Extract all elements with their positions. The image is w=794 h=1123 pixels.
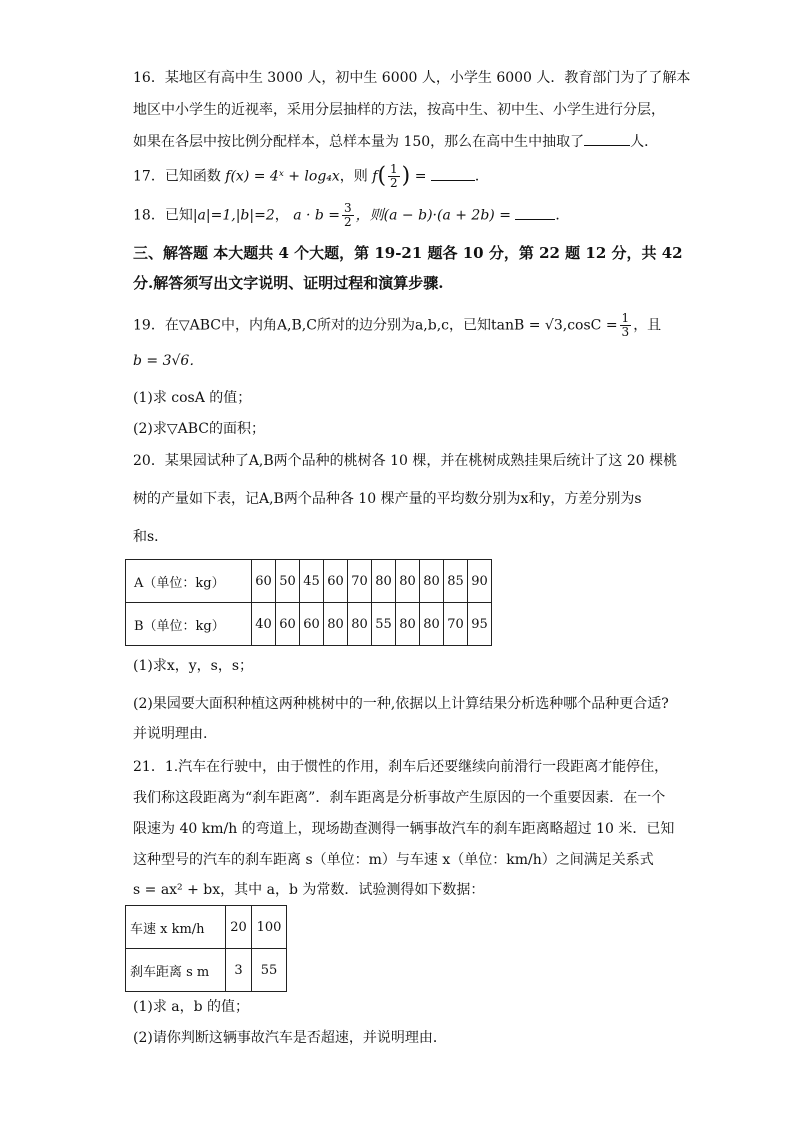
q17-fraction xyxy=(388,163,400,190)
table-cell: 80 xyxy=(396,603,420,646)
row-header-a: A（单位：kg） xyxy=(126,560,252,603)
q18-prefix: 18．已知 xyxy=(133,207,193,224)
q20-line1: 20．某果园试种了A,B两个品种的桃树各 10 棵，并在桃树成熟挂果后统计了这 20 棵桃 xyxy=(133,453,678,469)
table-cell: 60 xyxy=(276,603,300,646)
table-cell: 40 xyxy=(252,603,276,646)
q16-line3 xyxy=(133,131,658,152)
q18-expression: ，则(a − b)·(a + 2b) = xyxy=(355,207,511,224)
q21-line3: 限速为 40 km/h 的弯道上，现场勘查测得一辆事故汽车的刹车距离略超过 10 米．已知 xyxy=(133,821,675,837)
q17-mid: ，则 xyxy=(339,168,368,185)
q17-line xyxy=(133,163,489,190)
table-cell: 90 xyxy=(468,560,492,603)
table-cell: 50 xyxy=(276,560,300,603)
q19-part1: (1)求 cosA 的值； xyxy=(133,390,252,406)
table-cell: 3 xyxy=(226,949,252,992)
table-row xyxy=(126,949,287,992)
q17-prefix: 17．已知函数 xyxy=(133,168,221,185)
q20-line2: 树的产量如下表，记A,B两个品种各 10 棵产量的平均数分别为x和y，方差分别为s xyxy=(133,491,642,507)
q18-denominator: 2 xyxy=(344,215,352,229)
table-cell: 60 xyxy=(324,560,348,603)
q21-braking-table xyxy=(125,905,287,992)
q17-function: f(x) = 4ˣ + log₄x xyxy=(225,168,340,185)
table-cell: 60 xyxy=(300,603,324,646)
q21-part2: (2)请你判断这辆事故汽车是否超速，并说明理由． xyxy=(133,1030,447,1046)
table-row xyxy=(126,603,492,646)
q19-part2: (2)求▽ABC的面积； xyxy=(133,421,265,437)
q17-answer-blank[interactable] xyxy=(431,166,475,181)
table-cell: 60 xyxy=(252,560,276,603)
q16-line2: 地区中小学生的近视率，采用分层抽样的方法，按高中生、初中生、小学生进行分层， xyxy=(133,102,665,118)
q18-condition-magnitudes: |a|=1,|b|=2 xyxy=(192,207,275,224)
table-cell: 80 xyxy=(420,603,444,646)
q19-fraction xyxy=(620,312,632,339)
table-cell: 95 xyxy=(468,603,492,646)
table-cell: 55 xyxy=(372,603,396,646)
table-cell: 80 xyxy=(324,603,348,646)
q17-end: ． xyxy=(474,168,489,185)
q16-line3-end: 人． xyxy=(630,134,659,150)
q18-end: ． xyxy=(555,207,570,224)
section3-heading-line2: 分.解答须写出文字说明、证明过程和演算步骤. xyxy=(133,274,444,292)
row-header-distance: 刹车距离 s m xyxy=(126,949,226,992)
table-cell: 45 xyxy=(300,560,324,603)
q18-fraction xyxy=(342,202,354,229)
table-cell: 100 xyxy=(252,906,287,949)
table-row xyxy=(126,560,492,603)
q21-part1: (1)求 a，b 的值； xyxy=(133,999,250,1015)
q19-stem: 19．在▽ABC中，内角A,B,C所对的边分别为a,b,c，已知tanB = √3,cosC = xyxy=(133,317,618,334)
q17-f: f xyxy=(372,168,378,185)
q19-denominator: 3 xyxy=(621,325,630,339)
q21-line5: s = ax² + bx，其中 a，b 为常数．试验测得如下数据： xyxy=(133,882,485,898)
q21-line2: 我们称这段距离为“刹车距离”．刹车距离是分析事故产生原因的一个重要因素．在一个 xyxy=(133,790,666,806)
q17-numerator: 1 xyxy=(390,162,398,176)
q18-numerator: 3 xyxy=(344,201,352,215)
q21-line1: 21．1.汽车在行驶中，由于惯性的作用，刹车后还要继续向前滑行一段距离才能停住， xyxy=(133,759,669,775)
q21-line4: 这种型号的汽车的刹车距离 s（单位：m）与车速 x（单位：km/h）之间满足关系式 xyxy=(133,852,654,868)
q19-line1 xyxy=(133,312,661,339)
q17-paren-close: ) xyxy=(401,163,411,189)
q19-stem-end: ，且 xyxy=(633,317,662,334)
q19-line2: b = 3√6． xyxy=(133,353,204,369)
q20-part1: (1)求x，y，s，s； xyxy=(133,658,254,674)
q20-part2-line2: 并说明理由. xyxy=(133,726,208,742)
q17-denominator: 2 xyxy=(390,176,398,190)
table-cell: 55 xyxy=(252,949,287,992)
table-cell: 80 xyxy=(420,560,444,603)
q17-paren-open: ( xyxy=(377,163,387,189)
table-cell: 70 xyxy=(348,560,372,603)
q16-answer-blank[interactable] xyxy=(584,131,630,146)
row-header-b: B（单位：kg） xyxy=(126,603,252,646)
table-cell: 70 xyxy=(444,603,468,646)
q20-yield-table xyxy=(125,559,492,646)
row-header-speed: 车速 x km/h xyxy=(126,906,226,949)
table-cell: 85 xyxy=(444,560,468,603)
table-cell: 20 xyxy=(226,906,252,949)
q17-equals: = xyxy=(414,168,427,185)
q16-line1: 16．某地区有高中生 3000 人，初中生 6000 人，小学生 6000 人．教育部门为了了解本 xyxy=(133,70,691,86)
q18-answer-blank[interactable] xyxy=(515,205,555,220)
table-cell: 80 xyxy=(396,560,420,603)
table-cell: 80 xyxy=(372,560,396,603)
q18-line xyxy=(133,202,569,229)
q18-dot-product: a · b = xyxy=(293,207,341,224)
table-row xyxy=(126,906,287,949)
q18-sep: ， xyxy=(274,207,289,224)
section3-heading-line1: 三、解答题 本大题共 4 个大题，第 19-21 题各 10 分，第 22 题 12 分，共 42 xyxy=(133,244,683,262)
q20-part2-line1: (2)果园要大面积种植这两种桃树中的一种,依据以上计算结果分析选种哪个品种更合适? xyxy=(133,696,669,712)
table-cell: 80 xyxy=(348,603,372,646)
q20-line3: 和s． xyxy=(133,529,169,545)
q19-numerator: 1 xyxy=(621,311,630,325)
q16-line3-text: 如果在各层中按比例分配样本，总样本量为 150，那么在高中生中抽取了 xyxy=(133,134,585,150)
